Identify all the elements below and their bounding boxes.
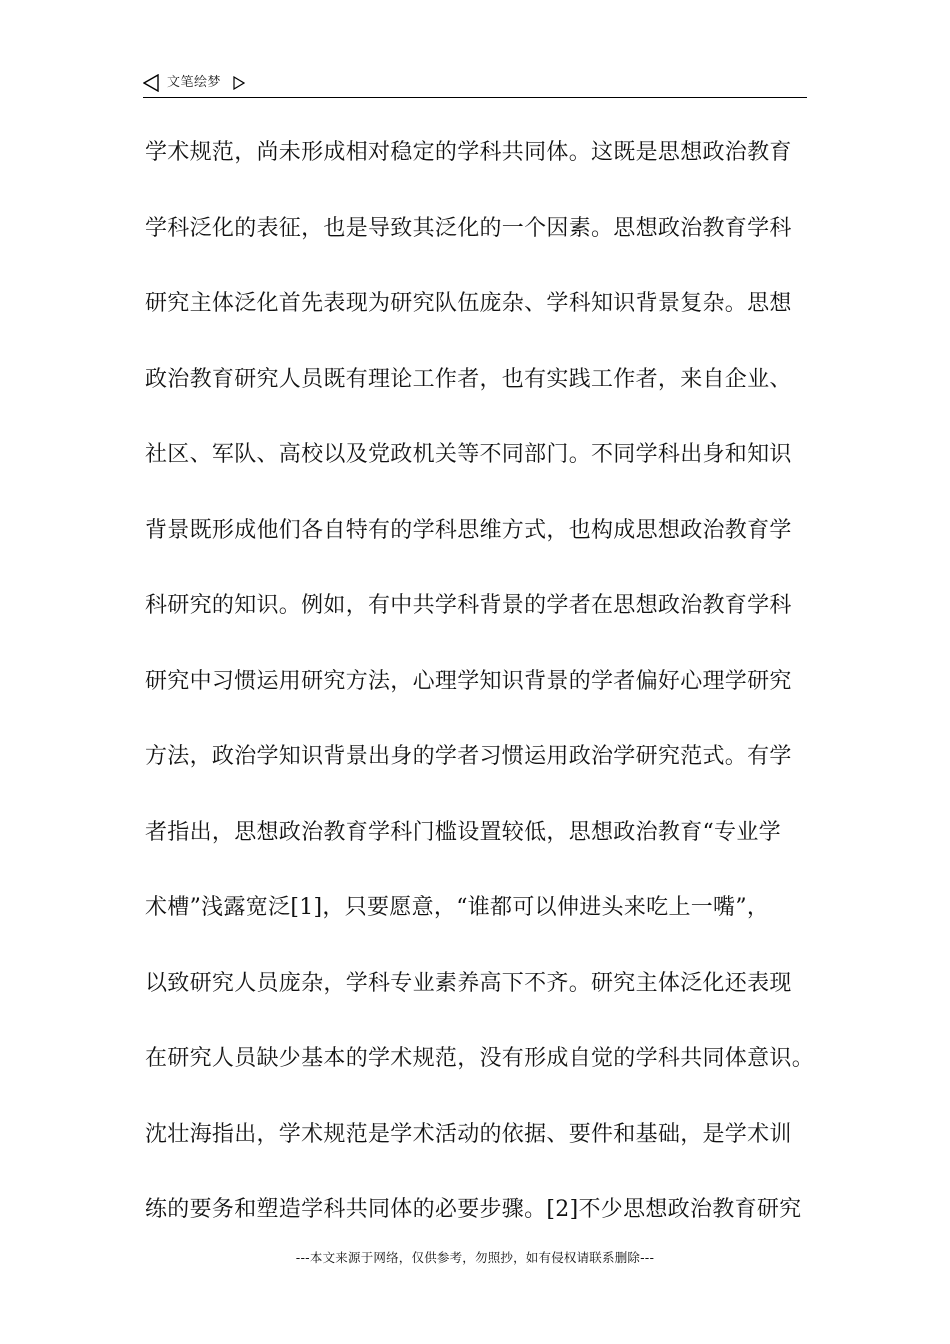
left-triangle-icon xyxy=(143,74,159,92)
text-line: 练的要务和塑造学科共同体的必要步骤。[2]不少思想政治教育研究 xyxy=(145,1197,802,1222)
text-line: 方法，政治学知识背景出身的学者习惯运用政治学研究范式。有学 xyxy=(145,744,792,769)
text-line: 学术规范，尚未形成相对稳定的学科共同体。这既是思想政治教育 xyxy=(145,140,792,165)
text-line: 社区、军队、高校以及党政机关等不同部门。不同学科出身和知识 xyxy=(145,442,792,467)
text-line: 术槽”浅露宽泛[1]，只要愿意，“谁都可以伸进头来吃上一嘴”， xyxy=(145,895,770,920)
text-line: 研究主体泛化首先表现为研究队伍庞杂、学科知识背景复杂。思想 xyxy=(145,291,792,316)
text-line: 者指出，思想政治教育学科门槛设置较低，思想政治教育“专业学 xyxy=(145,819,781,845)
page-footer-disclaimer: ---本文来源于网络，仅供参考，勿照抄，如有侵权请联系删除--- xyxy=(295,1250,655,1265)
text-line: 研究中习惯运用研究方法，心理学知识背景的学者偏好心理学研究 xyxy=(145,668,792,694)
text-line: 政治教育研究人员既有理论工作者，也有实践工作者，来自企业、 xyxy=(145,366,792,392)
page-header xyxy=(143,72,807,98)
text-line: 学科泛化的表征，也是导致其泛化的一个因素。思想政治教育学科 xyxy=(145,215,792,241)
text-line: 沈壮海指出，学术规范是学术活动的依据、要件和基础，是学术训 xyxy=(145,1121,792,1147)
text-line: 在研究人员缺少基本的学术规范，没有形成自觉的学科共同体意识。 xyxy=(145,1046,815,1071)
text-line: 科研究的知识。例如，有中共学科背景的学者在思想政治教育学科 xyxy=(145,593,792,618)
header-divider xyxy=(143,97,807,98)
text-line: 背景既形成他们各自特有的学科思维方式，也构成思想政治教育学 xyxy=(145,517,792,543)
body-text xyxy=(145,124,815,1257)
header-title: 文笔绘梦 xyxy=(167,75,222,90)
right-triangle-icon xyxy=(233,76,245,90)
text-line: 以致研究人员庞杂，学科专业素养高下不齐。研究主体泛化还表现 xyxy=(145,970,792,996)
